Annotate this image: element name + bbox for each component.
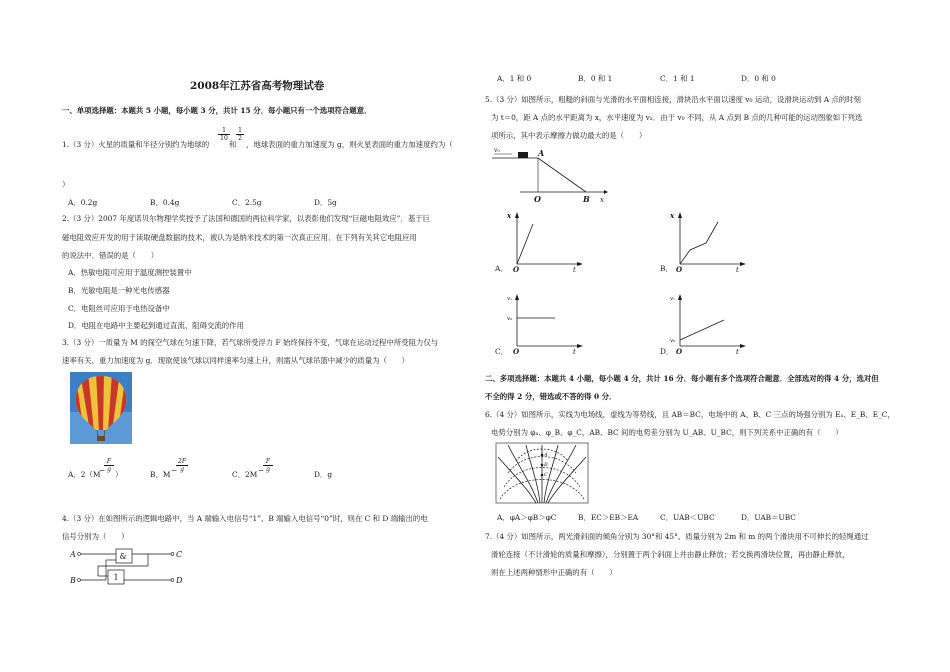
logic-circuit-diagram bbox=[68, 546, 188, 588]
svg-text:x: x bbox=[670, 211, 675, 220]
q3-option-b-minus: − bbox=[171, 466, 178, 475]
q2-line-1: 2.（3 分）2007 年度诺贝尔物理学奖授予了法国和德国的两位科学家，以表彰他们发现“巨磁电阻效应”．基于巨 bbox=[62, 214, 431, 223]
svg-text:vₓ: vₓ bbox=[670, 296, 676, 302]
q5-option-a[interactable]: A． bbox=[495, 264, 508, 273]
fig6-label-c: C bbox=[544, 472, 548, 478]
incline-figure bbox=[490, 144, 615, 204]
slider-block bbox=[518, 152, 528, 158]
q1-text: 1.（3 分）火星的质量和半径分别约为地球的 bbox=[62, 140, 210, 149]
svg-text:t: t bbox=[736, 266, 739, 274]
q2-option-c[interactable]: C．电阻丝可应用于电热设备中 bbox=[68, 304, 170, 313]
logic-label-c: C bbox=[176, 550, 183, 559]
q3-option-a-close: ） bbox=[115, 470, 123, 479]
section-2-heading-line-2: 不全的得 2 分，错选或不答的得 0 分． bbox=[485, 392, 617, 401]
q6-option-b[interactable]: B．EC＞EB＞EA bbox=[578, 513, 639, 522]
q5-option-c[interactable]: C． bbox=[495, 347, 509, 356]
graph-option-c bbox=[505, 292, 585, 354]
q1-option-a[interactable]: A．0.2g bbox=[68, 198, 98, 207]
q5-option-d[interactable]: D． bbox=[660, 347, 674, 356]
svg-text:v₀: v₀ bbox=[670, 338, 676, 344]
q7-line-3: 则在上述两种情形中正确的有（ ） bbox=[491, 568, 617, 577]
svg-text:x: x bbox=[507, 211, 512, 220]
q7-line-1: 7.（4 分）如图所示，两光滑斜面的倾角分别为 30°和 45°、质量分别为 2m 和 m 的两个滑块用不可伸长的轻绳通过 bbox=[485, 532, 869, 541]
svg-text:t: t bbox=[736, 348, 739, 356]
svg-text:t: t bbox=[573, 266, 576, 274]
q3-line-1: 3.（3 分）一质量为 M 的探空气球在匀速下降，若气球所受浮力 F 始终保持不变，气球在运动过程中所受阻力仅与 bbox=[62, 338, 439, 347]
fig5-label-v0: v₀ bbox=[494, 147, 500, 154]
q3-line-2: 速率有关，重力加速度为 g．现欲使该气球以同样速率匀速上升，则需从气球吊篮中减少的质量为（ ） bbox=[62, 356, 410, 365]
electric-field-diagram bbox=[496, 443, 588, 503]
q1-and: 和 bbox=[229, 140, 237, 149]
q3-option-a[interactable]: A．2（M bbox=[68, 470, 101, 479]
q4-option-d[interactable]: D．0 和 0 bbox=[741, 74, 776, 83]
q1-close: ） bbox=[62, 180, 70, 189]
fig5-label-o: O bbox=[534, 194, 541, 204]
q6-option-d[interactable]: D．UAB＝UBC bbox=[741, 513, 796, 522]
q5-option-b[interactable]: B． bbox=[660, 264, 673, 273]
graph-option-b bbox=[668, 210, 748, 272]
svg-text:v₀: v₀ bbox=[507, 316, 513, 322]
svg-text:O: O bbox=[513, 265, 520, 274]
q4-option-a[interactable]: A．1 和 0 bbox=[497, 74, 532, 83]
q3-option-a-fraction: $\frac{F}{g}$ bbox=[104, 458, 114, 473]
q3-option-c[interactable]: C．2M bbox=[232, 470, 258, 479]
q3-option-b[interactable]: B．M bbox=[150, 470, 171, 479]
q1-text-2: ，地球表面的重力加速度为 g，则火星表面的重力加速度约为（ bbox=[246, 140, 453, 149]
graph-option-a bbox=[505, 210, 585, 272]
q7-line-2: 滑轮连接（不计滑轮的质量和摩擦），分别置于两个斜面上并由静止释放；若交换两滑块位置，再由静止释放， bbox=[491, 550, 850, 559]
q3-option-a-minus: − bbox=[99, 466, 106, 475]
page-title: 2008年江苏省高考物理试卷 bbox=[190, 80, 325, 92]
q3-option-d[interactable]: D．g bbox=[314, 470, 333, 479]
q6-option-a[interactable]: A．φA＞φB＞φC bbox=[497, 513, 557, 522]
fig6-label-a: A bbox=[544, 452, 548, 458]
not-gate-symbol: 1 bbox=[113, 573, 119, 582]
q4-option-c[interactable]: C．1 和 1 bbox=[660, 74, 695, 83]
fig5-label-a: A bbox=[538, 148, 545, 158]
q6-line-1: 6.（4 分）如图所示，实线为电场线，虚线为等势线，且 AB＝BC，电场中的 A、B、C 三点的场强分别为 Eₐ、E_B、E_C， bbox=[485, 410, 895, 419]
q3-option-c-minus: − bbox=[258, 466, 265, 475]
svg-text:O: O bbox=[676, 347, 683, 356]
hot-air-balloon-image bbox=[70, 372, 132, 444]
q3-option-b-fraction: $\frac{2F}{g}$ bbox=[176, 458, 188, 473]
q5-line-3: 项所示，其中表示摩擦力做功最大的是（ ） bbox=[491, 131, 647, 140]
q2-line-2: 磁电阻效应开发的用于读取硬盘数据的技术，被认为是纳米技术的第一次真正应用．在下列有关其它电阻应用 bbox=[62, 233, 417, 242]
fig5-label-b: B bbox=[583, 194, 590, 204]
fig5-label-x: x bbox=[600, 196, 604, 204]
section-2-heading-line-1: 二、多项选择题：本题共 4 小题，每小题 4 分，共计 16 分．每小题有多个选项符合题意．全部选对的得 4 分，选对但 bbox=[485, 374, 879, 383]
q1-fraction-1: $\frac{1}{10}$ bbox=[218, 127, 230, 142]
q1-fraction-2: $\frac{1}{2}$ bbox=[236, 127, 244, 142]
section-1-heading: 一、单项选择题：本题共 5 小题，每小题 3 分，共计 15 分．每小题只有一个选项符合题意． bbox=[62, 106, 372, 115]
q4-option-b[interactable]: B．0 和 1 bbox=[578, 74, 613, 83]
q5-line-1: 5.（3 分）如图所示，粗糙的斜面与光滑的水平面相连接，滑块沿水平面以速度 v₀ 运动，设滑块运动到 A 点的时刻 bbox=[485, 95, 861, 104]
q2-option-d[interactable]: D．电阻在电路中主要起到通过直流、阻碍交流的作用 bbox=[68, 321, 244, 330]
q6-line-2: 电势分别为 φₐ、φ_B、φ_C，AB、BC 间的电势差分别为 U_AB、U_BC，则下列关系中正确的有（ ） bbox=[491, 428, 843, 437]
svg-text:O: O bbox=[513, 347, 520, 356]
graph-option-d bbox=[668, 292, 748, 354]
svg-text:O: O bbox=[676, 265, 683, 274]
logic-label-a: A bbox=[70, 550, 76, 559]
svg-text:vₓ: vₓ bbox=[507, 296, 513, 302]
q4-line-2: 信号分别为（ ） bbox=[62, 532, 129, 541]
q1-option-b[interactable]: B．0.4g bbox=[150, 198, 180, 207]
q3-option-c-fraction: $\frac{F}{g}$ bbox=[263, 458, 273, 473]
q2-option-b[interactable]: B．光敏电阻是一种光电传感器 bbox=[68, 286, 170, 295]
q2-option-a[interactable]: A．热敏电阻可应用于温度测控装置中 bbox=[68, 268, 192, 277]
q4-line-1: 4.（3 分）在如图所示的逻辑电路中，当 A 端输入电信号“1”、B 端输入电信号“0”时，则在 C 和 D 端输出的电 bbox=[62, 514, 428, 523]
svg-text:t: t bbox=[573, 348, 576, 356]
q1-option-c[interactable]: C．2.5g bbox=[232, 198, 262, 207]
logic-label-b: B bbox=[70, 576, 76, 585]
q2-line-3: 的说法中．错误的是（ ） bbox=[62, 251, 159, 260]
logic-label-d: D bbox=[176, 576, 183, 585]
q6-option-c[interactable]: C．UAB＜UBC bbox=[660, 513, 715, 522]
q1-option-d[interactable]: D．5g bbox=[314, 198, 337, 207]
fig6-label-b: B bbox=[544, 462, 548, 468]
and-gate-symbol: & bbox=[119, 552, 127, 561]
q5-line-2: 为 t＝0，距 A 点的水平距离为 x，水平速度为 vₓ．由于 v₀ 不同，从 A 点到 B 点的几种可能的运动图象如下列选 bbox=[491, 113, 863, 122]
